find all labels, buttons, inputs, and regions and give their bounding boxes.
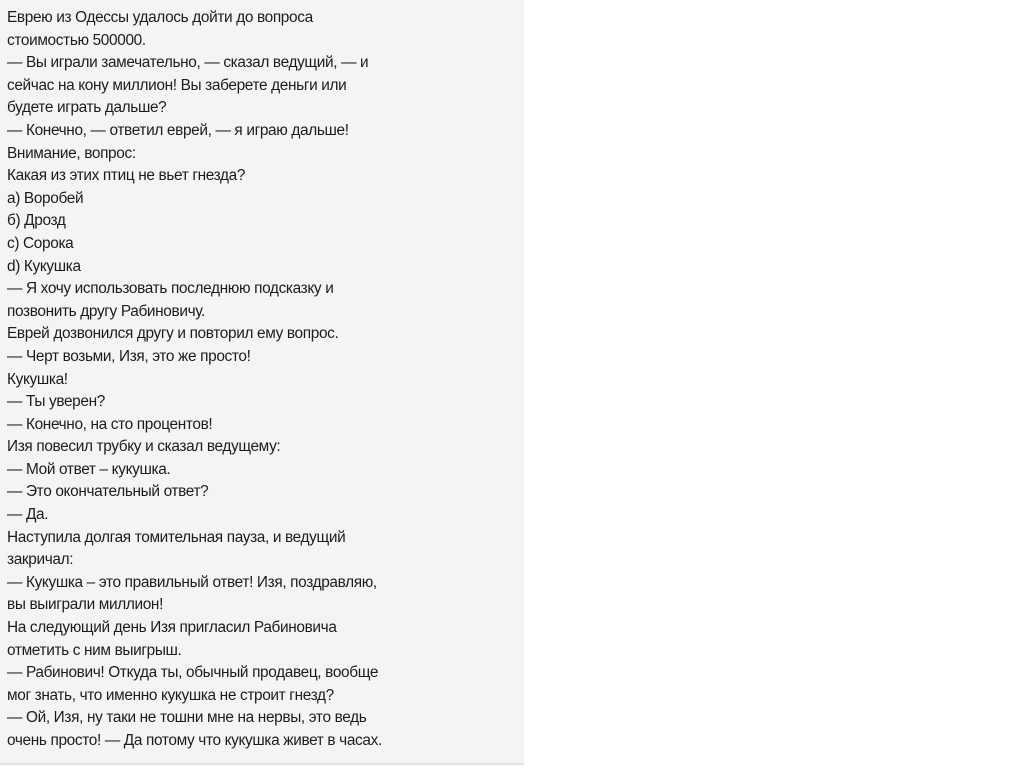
text-line: — Ты уверен? xyxy=(7,393,105,411)
text-line: мог знать, что именно кукушка не строит гнезд? xyxy=(7,686,334,704)
text-line: Еврей дозвонился другу и повторил ему вопрос. xyxy=(7,325,339,343)
text-line: — Вы играли замечательно, — сказал ведущий, — и xyxy=(7,54,369,72)
text-line: — Конечно, на сто процентов! xyxy=(7,415,213,433)
text-line: — Это окончательный ответ? xyxy=(7,483,209,501)
text-line: стоимостью 500000. xyxy=(7,31,146,49)
text-line: — Рабинович! Откуда ты, обычный продавец, вообще xyxy=(7,664,379,682)
text-line: Наступила долгая томительная пауза, и ведущий xyxy=(7,528,346,546)
text-line: сейчас на кону миллион! Вы заберете деньги или xyxy=(7,76,347,94)
text-line: Еврею из Одессы удалось дойти до вопроса xyxy=(7,9,313,26)
text-line: очень просто! — Да потому что кукушка живет в часах. xyxy=(7,732,382,749)
text-line: будете играть дальше? xyxy=(7,99,167,117)
text-line: — Я хочу использовать последнюю подсказку и xyxy=(7,280,334,298)
joke-text xyxy=(7,7,519,753)
text-line: — Кукушка – это правильный ответ! Изя, поздравляю, xyxy=(7,573,377,591)
text-line: вы выиграли миллион! xyxy=(7,596,164,614)
text-line: отметить с ним выигрыш. xyxy=(7,641,182,659)
text-line: — Мой ответ – кукушка. xyxy=(7,460,171,478)
text-line: — Черт возьми, Изя, это же просто! xyxy=(7,347,251,365)
text-line: — Ой, Изя, ну таки не тошни мне на нервы, это ведь xyxy=(7,709,367,727)
text-line: Внимание, вопрос: xyxy=(7,144,136,162)
text-line: c) Сорока xyxy=(7,234,74,252)
text-line: б) Дрозд xyxy=(7,212,66,230)
text-line: На следующий день Изя пригласил Рабиновича xyxy=(7,619,337,637)
text-line: Какая из этих птиц не вьет гнезда? xyxy=(7,167,246,185)
text-line: — Конечно, — ответил еврей, — я играю дальше! xyxy=(7,121,349,139)
text-line: Кукушка! xyxy=(7,370,68,388)
text-line: а) Воробей xyxy=(7,189,84,207)
text-line: Изя повесил трубку и сказал ведущему: xyxy=(7,438,281,456)
text-line: d) Кукушка xyxy=(7,257,81,275)
text-line: — Да. xyxy=(7,506,49,524)
text-line: закричал: xyxy=(7,551,74,569)
text-line: позвонить другу Рабиновичу. xyxy=(7,302,205,320)
